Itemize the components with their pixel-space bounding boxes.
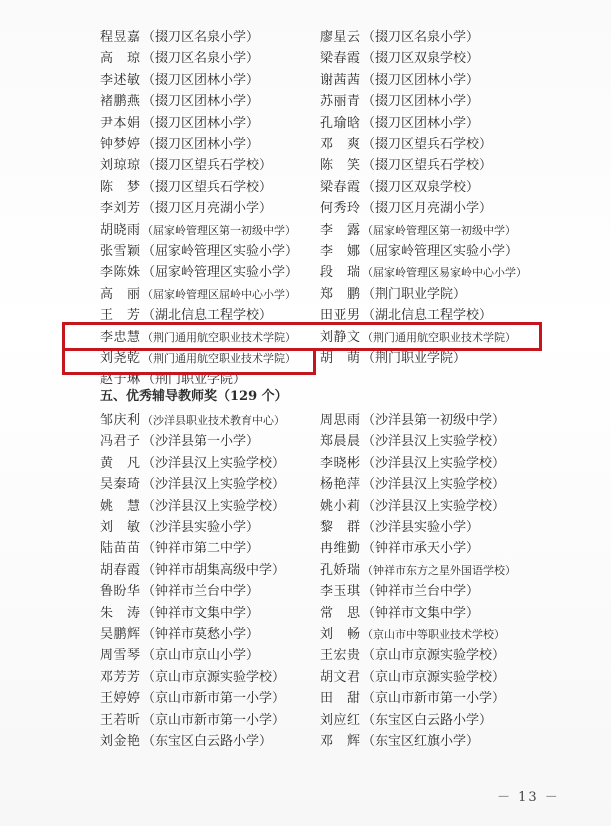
entry-left xyxy=(100,710,285,731)
entry-right xyxy=(320,177,479,198)
entry-left xyxy=(100,410,285,431)
school-name: （掇刀区团林小学） xyxy=(362,94,480,110)
teacher-name: 李玉琪 xyxy=(320,584,361,600)
teacher-name: 鲁盼华 xyxy=(100,584,141,600)
teacher-name: 周雪琴 xyxy=(100,648,141,664)
school-name: （屈家岭管理区屈岭中心小学） xyxy=(142,287,296,301)
teacher-name: 孔娇瑞 xyxy=(320,562,361,578)
school-name: （钟祥市东方之星外国语学校） xyxy=(362,563,516,577)
teacher-name: 陈 笑 xyxy=(320,158,361,174)
school-name: （掇刀区月亮湖小学） xyxy=(362,201,493,217)
entry-right xyxy=(320,496,505,517)
teacher-name: 褚鹏燕 xyxy=(100,94,141,110)
entry-left xyxy=(100,667,285,688)
school-name: （掇刀区望兵石学校） xyxy=(142,179,273,195)
teacher-name: 黎 群 xyxy=(320,520,361,535)
teacher-name: 赵子琳 xyxy=(100,372,141,388)
entry-left xyxy=(100,603,259,624)
entry-right xyxy=(320,348,466,369)
school-name: （掇刀区团林小学） xyxy=(362,72,480,88)
entry-right xyxy=(320,538,479,559)
school-name: （沙洋县汉上实验学校） xyxy=(362,455,506,471)
entry-left xyxy=(100,220,296,241)
entry-left xyxy=(100,48,259,69)
school-name: （钟祥市兰台中学） xyxy=(362,584,480,600)
school-name: （京山市中等职业技术学校） xyxy=(362,628,505,641)
school-name: （沙洋县汉上实验学校） xyxy=(362,498,506,514)
entry-left xyxy=(100,560,285,581)
school-name: （掇刀区名泉小学） xyxy=(362,30,480,45)
page-number: － 13 － xyxy=(497,790,560,805)
teacher-name: 王宏贵 xyxy=(320,648,361,664)
entry-right xyxy=(320,113,479,134)
entry-left xyxy=(100,155,272,176)
teacher-name: 刘金艳 xyxy=(100,734,141,749)
teacher-name: 邓芳芳 xyxy=(100,669,141,685)
school-name: （东宝区红旗小学） xyxy=(362,734,480,749)
school-name: （屈家岭管理区第一初级中学） xyxy=(362,223,516,237)
teacher-name: 田亚男 xyxy=(320,308,361,324)
school-name: （京山市京源实验学校） xyxy=(362,669,506,685)
teacher-name: 吴鹏辉 xyxy=(100,627,141,642)
teacher-name: 孔瑜晗 xyxy=(320,115,361,131)
school-name: （掇刀区团林小学） xyxy=(142,137,260,152)
school-name: （沙洋县第一初级中学） xyxy=(362,413,506,428)
school-name: （荆门通用航空职业技术学院） xyxy=(142,330,296,344)
teacher-name: 段 瑞 xyxy=(320,265,361,281)
teacher-name: 周思雨 xyxy=(320,413,361,428)
teacher-name: 姚小莉 xyxy=(320,498,361,514)
entry-left xyxy=(100,453,285,474)
teacher-name: 梁春霞 xyxy=(320,179,361,195)
teacher-name: 李 露 xyxy=(320,222,361,238)
teacher-name: 谢茜茜 xyxy=(320,72,361,88)
entry-right xyxy=(320,134,492,155)
entry-right xyxy=(320,453,505,474)
teacher-name: 李刘芳 xyxy=(100,201,141,217)
entry-left xyxy=(100,731,272,752)
entry-left xyxy=(100,27,259,48)
teacher-name: 郑晨晨 xyxy=(320,434,361,450)
school-name: （掇刀区团林小学） xyxy=(142,115,260,131)
entry-right xyxy=(320,262,527,283)
entry-right xyxy=(320,581,479,602)
school-name: （荆门通用航空职业技术学院） xyxy=(362,330,516,344)
entry-left xyxy=(100,474,285,495)
school-name: （京山市新市第一小学） xyxy=(142,712,286,728)
school-name: （掇刀区望兵石学校） xyxy=(142,158,273,174)
entry-right xyxy=(320,431,505,452)
school-name: （京山市京源实验学校） xyxy=(142,669,286,685)
school-name: （屈家岭管理区实验小学） xyxy=(362,244,519,259)
school-name: （掇刀区名泉小学） xyxy=(142,51,260,67)
teacher-name: 刘 敏 xyxy=(100,520,141,535)
entry-left xyxy=(100,538,259,559)
entry-left xyxy=(100,431,259,452)
entry-left xyxy=(100,241,298,262)
school-name: （沙洋县汉上实验学校） xyxy=(142,477,286,493)
school-name: （荆门职业学院） xyxy=(142,372,247,388)
teacher-name: 李述敏 xyxy=(100,72,141,88)
school-name: （沙洋县职业技术教育中心） xyxy=(142,414,285,427)
school-name: （荆门通用航空职业技术学院） xyxy=(142,352,296,365)
entry-right xyxy=(320,27,479,48)
teacher-name: 尹本娟 xyxy=(100,115,141,131)
entry-right xyxy=(320,710,492,731)
entry-left xyxy=(100,624,259,645)
teacher-name: 吴秦琦 xyxy=(100,477,141,493)
teacher-name: 李陈姝 xyxy=(100,265,141,281)
entry-left xyxy=(100,688,285,709)
entry-right xyxy=(320,220,516,241)
teacher-name: 李忠慧 xyxy=(100,329,141,345)
teacher-name: 王 芳 xyxy=(100,308,141,324)
teacher-name: 冯君子 xyxy=(100,434,141,450)
teacher-name: 高 丽 xyxy=(100,286,141,302)
school-name: （掇刀区名泉小学） xyxy=(142,30,260,45)
entry-right xyxy=(320,155,492,176)
teacher-name: 胡晓雨 xyxy=(100,222,141,238)
school-name: （京山市新市第一小学） xyxy=(142,691,286,707)
teacher-name: 冉维勤 xyxy=(320,541,361,557)
section-title: 五、优秀辅导教师奖（129 个） xyxy=(100,389,288,404)
school-name: （掇刀区双泉学校） xyxy=(362,51,480,67)
school-name: （湖北信息工程学校） xyxy=(362,308,493,324)
entry-left xyxy=(100,496,285,517)
teacher-name: 朱 涛 xyxy=(100,605,141,621)
highlight-box-row-2 xyxy=(62,348,316,375)
teacher-name: 张雪颖 xyxy=(100,244,141,259)
entry-right xyxy=(320,474,505,495)
highlight-box-row-1 xyxy=(62,322,542,351)
teacher-name: 陈 梦 xyxy=(100,179,141,195)
school-name: （屈家岭管理区实验小学） xyxy=(142,244,299,259)
school-name: （掇刀区团林小学） xyxy=(142,72,260,88)
teacher-name: 刘琼琼 xyxy=(100,158,141,174)
school-name: （沙洋县汉上实验学校） xyxy=(142,455,286,471)
teacher-name: 王婷婷 xyxy=(100,691,141,707)
teacher-name: 胡 萌 xyxy=(320,351,361,366)
school-name: （掇刀区团林小学） xyxy=(142,94,260,110)
teacher-name: 邓 爽 xyxy=(320,137,361,152)
teacher-name: 程昱嘉 xyxy=(100,30,141,45)
entry-left xyxy=(100,177,272,198)
teacher-name: 姚 慧 xyxy=(100,498,141,514)
school-name: （屈家岭管理区易家岭中心小学） xyxy=(362,266,527,280)
entry-right xyxy=(320,688,505,709)
teacher-name: 胡文君 xyxy=(320,669,361,685)
teacher-name: 郑 鹏 xyxy=(320,286,361,302)
entry-left xyxy=(100,70,259,91)
entry-left xyxy=(100,517,259,538)
entry-left xyxy=(100,91,259,112)
teacher-name: 黄 凡 xyxy=(100,455,141,471)
school-name: （东宝区白云路小学） xyxy=(362,712,493,728)
entry-right xyxy=(320,517,479,538)
entry-right xyxy=(320,624,505,645)
entry-right xyxy=(320,284,466,305)
school-name: （东宝区白云路小学） xyxy=(142,734,273,749)
school-name: （京山市新市第一小学） xyxy=(362,691,506,707)
school-name: （钟祥市承天小学） xyxy=(362,541,480,557)
teacher-name: 廖星云 xyxy=(320,30,361,45)
school-name: （掇刀区月亮湖小学） xyxy=(142,201,273,217)
teacher-name: 邹庆利 xyxy=(100,413,141,428)
teacher-name: 刘应红 xyxy=(320,712,361,728)
teacher-name: 杨艳萍 xyxy=(320,477,361,493)
teacher-name: 常 思 xyxy=(320,605,361,621)
teacher-name: 胡春霞 xyxy=(100,562,141,578)
school-name: （沙洋县汉上实验学校） xyxy=(362,477,506,493)
school-name: （京山市京山小学） xyxy=(142,648,260,664)
entry-right xyxy=(320,560,516,581)
school-name: （钟祥市莫愁小学） xyxy=(142,627,260,642)
teacher-name: 邓 辉 xyxy=(320,734,361,749)
entry-left xyxy=(100,113,259,134)
school-name: （掇刀区双泉学校） xyxy=(362,179,480,195)
school-name: （钟祥市第二中学） xyxy=(142,541,260,557)
school-name: （掇刀区望兵石学校） xyxy=(362,158,493,174)
entry-right xyxy=(320,48,479,69)
teacher-name: 田 甜 xyxy=(320,691,361,707)
entry-right xyxy=(320,645,505,666)
entry-right xyxy=(320,410,505,431)
entry-right xyxy=(320,667,505,688)
teacher-name: 苏丽青 xyxy=(320,94,361,110)
entry-right xyxy=(320,731,479,752)
teacher-name: 刘静文 xyxy=(320,329,361,345)
school-name: （荆门职业学院） xyxy=(362,286,467,302)
school-name: （京山市京源实验学校） xyxy=(362,648,506,664)
entry-left xyxy=(100,284,296,305)
teacher-name: 梁春霞 xyxy=(320,51,361,67)
school-name: （沙洋县汉上实验学校） xyxy=(362,434,506,450)
teacher-name: 高 琼 xyxy=(100,51,141,67)
teacher-name: 刘尧乾 xyxy=(100,351,141,366)
school-name: （钟祥市胡集高级中学） xyxy=(142,562,286,578)
school-name: （钟祥市文集中学） xyxy=(142,605,260,621)
teacher-name: 王若昕 xyxy=(100,712,141,728)
entry-right xyxy=(320,91,479,112)
school-name: （屈家岭管理区第一初级中学） xyxy=(142,223,296,237)
school-name: （沙洋县实验小学） xyxy=(362,520,480,535)
school-name: （钟祥市文集中学） xyxy=(362,605,480,621)
teacher-name: 钟梦婷 xyxy=(100,137,141,152)
school-name: （屈家岭管理区实验小学） xyxy=(142,265,299,281)
entry-left xyxy=(100,581,259,602)
teacher-name: 李晓彬 xyxy=(320,455,361,471)
teacher-name: 陆苗苗 xyxy=(100,541,141,557)
teacher-name: 何秀玲 xyxy=(320,201,361,217)
school-name: （掇刀区望兵石学校） xyxy=(362,137,493,152)
school-name: （湖北信息工程学校） xyxy=(142,308,273,324)
entry-right xyxy=(320,198,492,219)
entry-left xyxy=(100,198,272,219)
school-name: （沙洋县汉上实验学校） xyxy=(142,498,286,514)
teacher-name: 刘 畅 xyxy=(320,627,361,642)
school-name: （沙洋县第一小学） xyxy=(142,434,260,450)
entry-right xyxy=(320,241,518,262)
teacher-name: 李 娜 xyxy=(320,244,361,259)
entry-left xyxy=(100,134,259,155)
entry-left xyxy=(100,645,259,666)
entry-right xyxy=(320,70,479,91)
school-name: （沙洋县实验小学） xyxy=(142,520,260,535)
entry-left xyxy=(100,262,298,283)
school-name: （掇刀区团林小学） xyxy=(362,115,480,131)
school-name: （荆门职业学院） xyxy=(362,351,467,366)
school-name: （钟祥市兰台中学） xyxy=(142,584,260,600)
entry-right xyxy=(320,603,479,624)
